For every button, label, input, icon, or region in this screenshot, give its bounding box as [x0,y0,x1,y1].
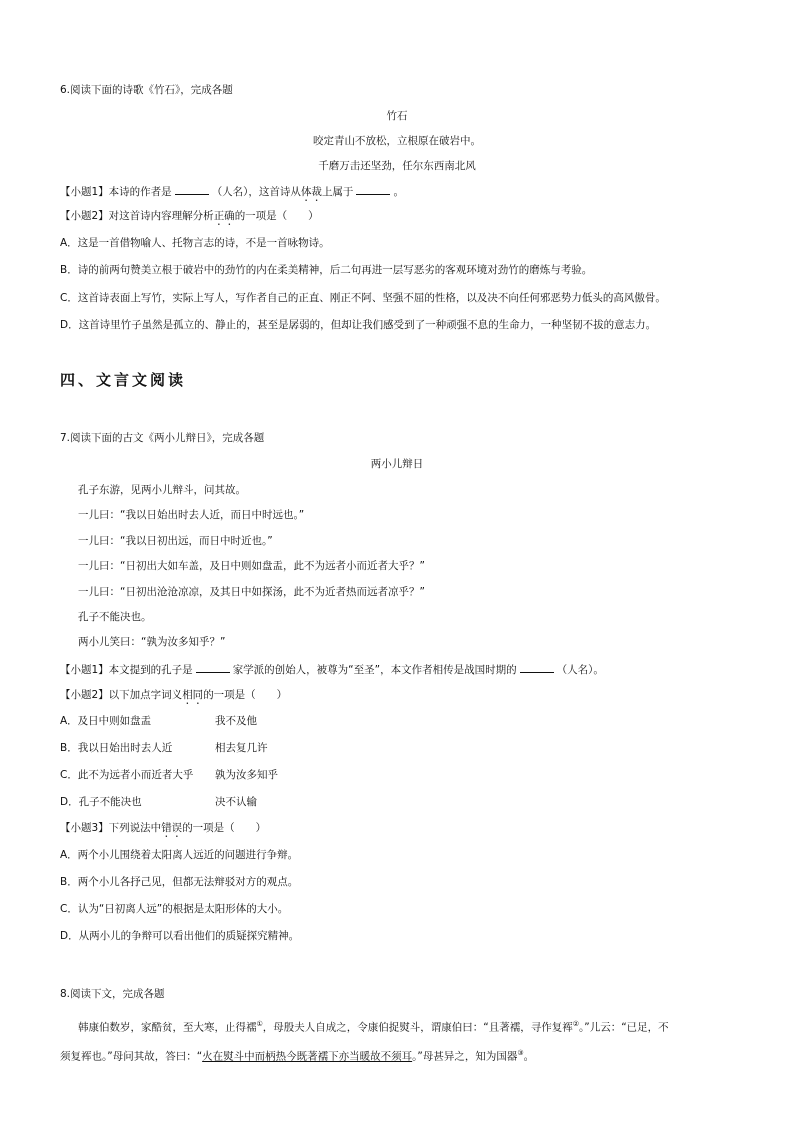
q6-option-a: A．这是一首借物喻人、托物言志的诗，不是一首咏物诗。 [60,237,330,249]
q7-sub1-text-a: 【小题1】本文提到的孔子是 [60,664,193,676]
option-right: 孰为汝多知乎 [215,769,278,781]
text-paragraph: 一儿曰：“我以日初出远，而日中时近也。” [78,535,273,547]
q7-sub1 [60,662,604,677]
poem-line-2: 千磨万击还坚劲，任尔东西南北风 [318,160,476,172]
q8-text-line-2 [60,1046,534,1064]
q8-text-d: 须复裈也。”母问其故，答曰：“ [60,1050,203,1063]
answer-blank[interactable] [520,662,554,673]
q7-sub2 [60,688,287,707]
q7-sub1-text-b: 家学派的创始人，被尊为“至圣”，本文作者相传是战国时期的 [232,664,517,676]
emphasis-text: 错误 [161,822,183,834]
text-paragraph: 一儿曰：“我以日始出时去人近，而日中时远也。” [78,509,305,521]
q6-intro: 6.阅读下面的诗歌《竹石》，完成各题 [60,84,233,96]
q7-option-c [60,768,460,782]
footnote-marker: ① [256,1020,263,1028]
q6-sub1-text-b: （人名），这首诗从 [211,186,301,198]
text-paragraph: 两小儿笑曰：“孰为汝多知乎？” [78,636,226,648]
option-right: 决不认输 [215,796,257,808]
option-left: A．及日中则如盘盂 [60,715,152,727]
q7-sub3-option-c: C．认为“日初离人远”的根据是太阳形体的大小。 [60,903,289,915]
answer-blank[interactable] [196,662,230,673]
q7-sub2-text-b: 的一项是（ ） [203,689,288,701]
answer-blank[interactable] [356,184,390,195]
footnote-marker: ③ [517,1049,524,1057]
section-title: 四、文言文阅读 [60,371,187,389]
text-title: 两小儿辩日 [370,458,424,470]
option-left: C．此不为远者小而近者大乎 [60,769,194,781]
q7-option-b [60,741,460,755]
footnote-marker: ② [572,1020,580,1028]
text-paragraph: 孔子东游，见两小儿辩斗，问其故。 [78,484,246,496]
q8-text-a: 韩康伯数岁，家酷贫，至大寒，止得襦 [78,1021,257,1034]
emphasis-text: 相同 [182,689,204,701]
option-right: 我不及他 [215,715,257,727]
answer-blank[interactable] [175,184,209,195]
q8-text-c: 。”儿云：“已足，不 [579,1021,669,1034]
text-paragraph: 孔子不能决也。 [78,611,152,623]
q7-sub3-option-b: B．两个小儿各抒己见，但都无法辩驳对方的观点。 [60,876,299,888]
q6-option-c: C．这首诗表面上写竹，实际上写人，写作者自己的正直、刚正不阿、坚强不屈的性格，以及决不向任何邪恶势力低头的高风傲骨。 [60,292,666,304]
q6-option-b: B．诗的前两句赞美立根于破岩中的劲竹的内在柔美精神，后二句再进一层写恶劣的客观环境对劲竹的磨炼与考验。 [60,264,593,276]
emphasis-text: 正确 [213,210,235,222]
q8-intro: 8.阅读下文，完成各题 [60,988,165,1000]
q6-option-d: D．这首诗里竹子虽然是孤立的、静止的，甚至是孱弱的，但却让我们感受到了一种顽强不息的生命力，一种坚韧不拔的意志力。 [60,319,657,331]
q7-sub1-text-c: （人名）。 [556,664,604,676]
q7-intro: 7.阅读下面的古文《两小儿辩日》，完成各题 [60,432,265,444]
q7-sub3-option-a: A．两个小儿围绕着太阳离人远近的问题进行争辩。 [60,849,299,861]
q6-sub1 [60,184,404,204]
q6-sub2-text-a: 【小题2】对这首诗内容理解分析 [60,210,214,222]
option-left: D．孔子不能决也 [60,796,142,808]
q7-option-a [60,714,460,728]
text-paragraph: 一儿曰：“日初出大如车盖，及日中则如盘盂，此不为远者小而近者大乎？” [78,560,425,572]
q6-sub1-text-d: 。 [393,186,404,198]
q6-sub2 [60,209,319,228]
q6-sub2-text-b: 的一项是（ ） [234,210,319,222]
q8-text-e: 。”母甚异之，知为国器 [412,1050,518,1063]
q7-sub2-text-a: 【小题2】以下加点字词义 [60,689,183,701]
text-paragraph: 一儿曰：“日初出沧沧凉凉，及其日中如探汤，此不为近者热而远者凉乎？” [78,586,425,598]
q7-option-d [60,795,460,809]
poem-line-1: 咬定青山不放松，立根原在破岩中。 [313,135,481,147]
option-right: 相去复几许 [215,742,268,754]
q8-text-f: 。 [523,1050,535,1063]
poem-title: 竹石 [386,110,408,122]
q7-sub3 [60,821,266,840]
q7-sub3-option-d: D．从两小儿的争辩可以看出他们的质疑探究精神。 [60,930,300,942]
q7-sub3-text-b: 的一项是（ ） [182,822,267,834]
q6-sub1-text-a: 【小题1】本诗的作者是 [60,186,172,198]
q6-sub1-text-c: 上属于 [321,186,354,198]
q7-sub3-text-a: 【小题3】下列说法中 [60,822,162,834]
option-left: B．我以日始出时去人近 [60,742,173,754]
q8-text-b: ，母殷夫人自成之，令康伯捉熨斗，谓康伯曰：“且著襦，寻作复裈 [262,1021,573,1034]
emphasis-text: 体裁 [300,186,322,198]
underlined-sentence: 火在熨斗中而柄热今既著襦下亦当暖故不须耳 [202,1050,413,1063]
q8-text-line-1 [78,1017,669,1035]
